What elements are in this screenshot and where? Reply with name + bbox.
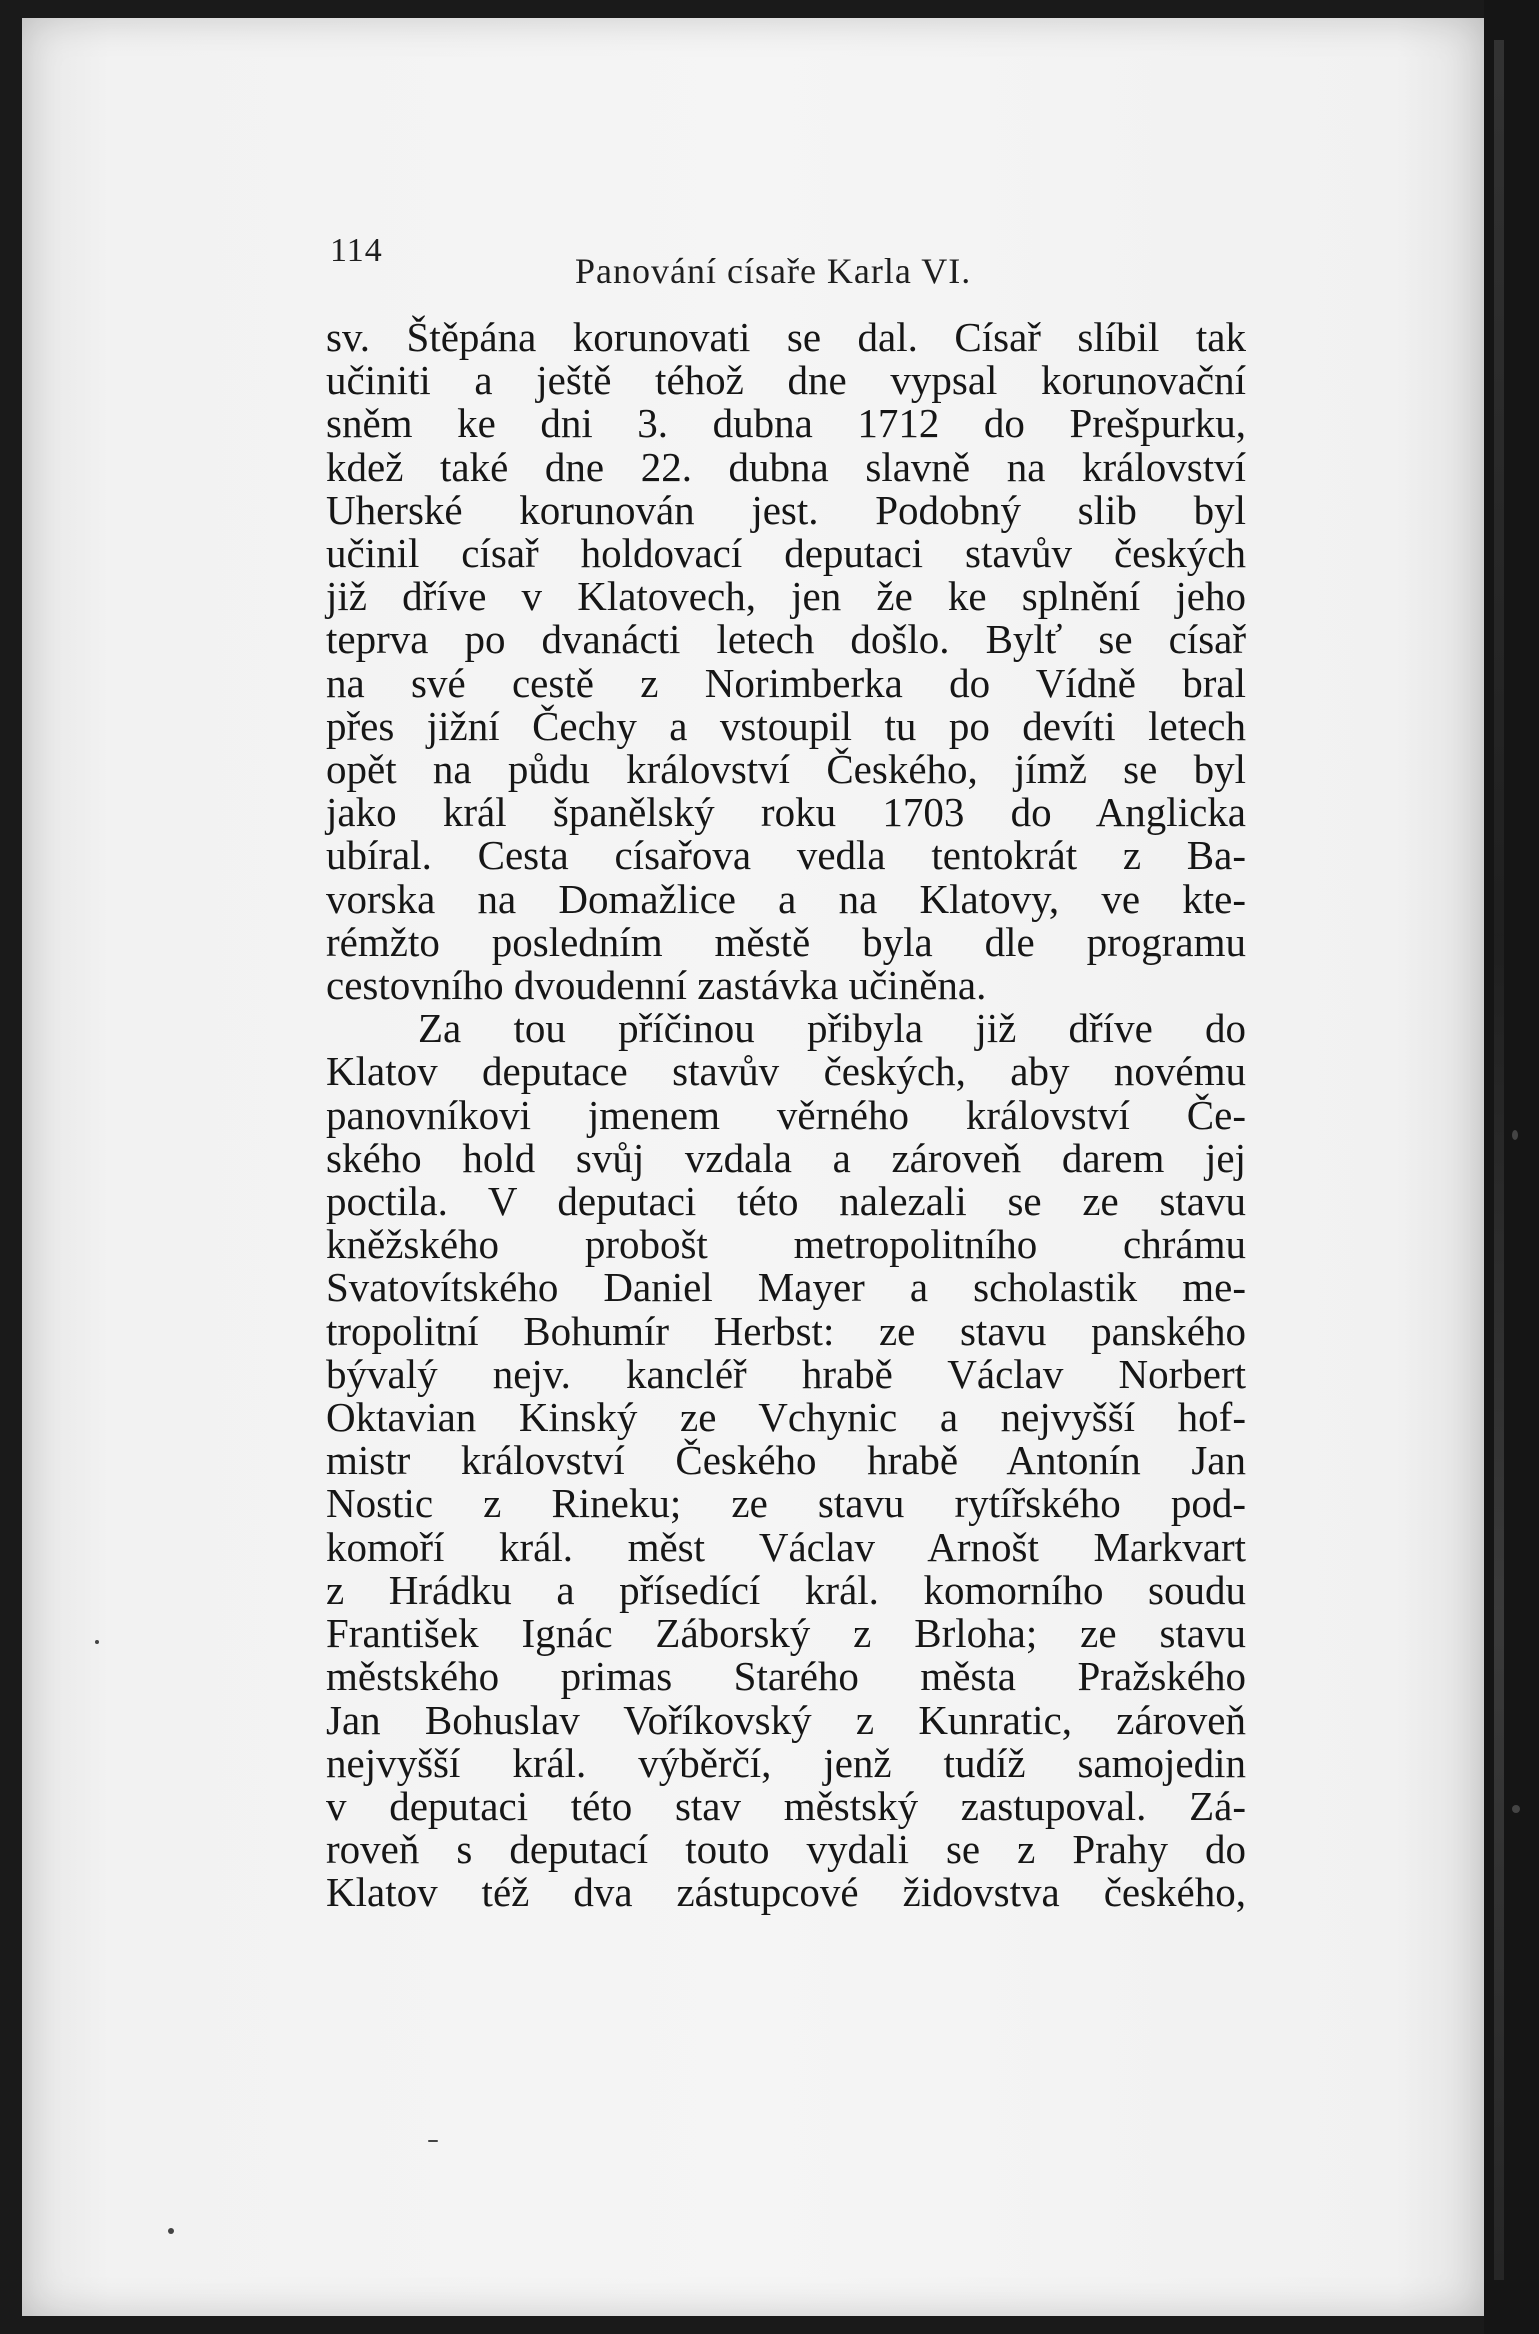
scan-speck <box>168 2228 174 2234</box>
text-line: mistr království Českého hrabě Antonín Jan <box>326 1437 1246 1484</box>
text-line: Uherské korunován jest. Podobný slib byl <box>326 486 1246 533</box>
text-line: v deputaci této stav městský zastupoval. Zá- <box>326 1782 1246 1829</box>
text-line: komoří král. měst Václav Arnošt Markvart <box>326 1523 1246 1570</box>
text-line: sněm ke dni 3. dubna 1712 do Prešpurku, <box>326 400 1246 447</box>
page-header <box>330 232 1290 292</box>
text-line: opět na půdu království Českého, jímž se byl <box>326 746 1246 793</box>
scan-speck <box>428 2140 438 2142</box>
text-line: František Ignác Záborský z Brloha; ze stavu <box>326 1610 1246 1657</box>
text-line: panovníkovi jmenem věrného království Če- <box>326 1091 1246 1138</box>
text-line: poctila. V deputaci této nalezali se ze stavu <box>326 1178 1246 1225</box>
text-line: teprva po dvanácti letech došlo. Bylť se císař <box>326 616 1246 663</box>
scan-speck <box>1512 1805 1520 1813</box>
page-number: 114 <box>330 232 383 269</box>
text-line: tropolitní Bohumír Herbst: ze stavu panského <box>326 1307 1246 1354</box>
text-line: cestovního dvoudenní zastávka učiněna. <box>326 962 987 1009</box>
text-line: městského primas Starého města Pražského <box>326 1653 1246 1700</box>
text-line: Oktavian Kinský ze Vchynic a nejvyšší hof- <box>326 1394 1246 1441</box>
text-line: učiniti a ještě téhož dne vypsal korunovační <box>326 357 1246 404</box>
text-line: vorska na Domažlice a na Klatovy, ve kte- <box>326 875 1246 922</box>
text-line: bývalý nejv. kancléř hrabě Václav Norbert <box>326 1350 1246 1397</box>
text-line: Jan Bohuslav Voříkovský z Kunratic, zároveň <box>326 1696 1246 1743</box>
text-line: na své cestě z Norimberka do Vídně bral <box>326 659 1246 706</box>
text-line: kdež také dne 22. dubna slavně na království <box>326 443 1246 490</box>
text-line: z Hrádku a přísedící král. komorního soudu <box>326 1566 1246 1613</box>
binding-strip <box>1494 40 1504 2280</box>
text-line: Svatovítského Daniel Mayer a scholastik me- <box>326 1264 1246 1311</box>
text-line: již dříve v Klatovech, jen že ke splnění jeho <box>326 573 1246 620</box>
text-line: Nostic z Rineku; ze stavu rytířského pod- <box>326 1480 1246 1527</box>
text-line: Klatov též dva zástupcové židovstva českého, <box>326 1869 1246 1916</box>
body-text <box>326 316 1246 1915</box>
text-line: sv. Štěpána korunovati se dal. Císař slíbil tak <box>326 314 1246 360</box>
text-line: jako král španělský roku 1703 do Anglicka <box>326 789 1246 836</box>
text-line-indented: Za tou příčinou přibyla již dříve do <box>418 1005 1246 1052</box>
running-title: Panování císaře Karla VI. <box>575 251 972 291</box>
text-line: ského hold svůj vzdala a zároveň darem jej <box>326 1134 1246 1181</box>
scan-speck <box>95 1640 99 1644</box>
scan-speck <box>1512 1130 1518 1140</box>
text-line: Klatov deputace stavův českých, aby novému <box>326 1048 1246 1095</box>
text-line: nejvyšší král. výběrčí, jenž tudíž samojedin <box>326 1739 1246 1786</box>
text-line: ubíral. Cesta císařova vedla tentokrát z Ba- <box>326 832 1246 879</box>
text-line: kněžského probošt metropolitního chrámu <box>326 1221 1246 1268</box>
text-line: roveň s deputací touto vydali se z Prahy do <box>326 1826 1246 1873</box>
text-line: rémžto posledním městě byla dle programu <box>326 918 1246 965</box>
text-line: učinil císař holdovací deputaci stavův českých <box>326 530 1246 577</box>
page-gutter-edge <box>1484 0 1539 2334</box>
text-line: přes jižní Čechy a vstoupil tu po devíti letech <box>326 702 1246 749</box>
